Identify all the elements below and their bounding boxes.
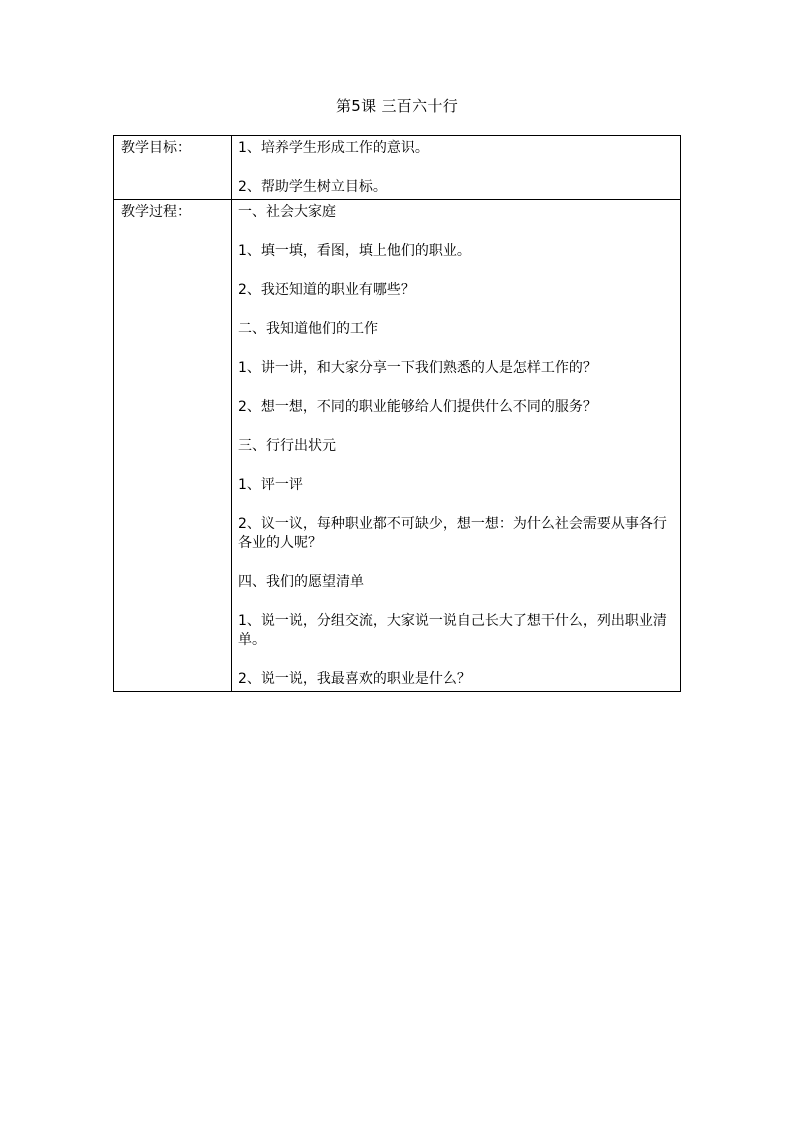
process-heading-2: 二、我知道他们的工作 — [238, 321, 378, 337]
process-item-3-1: 1、评一评 — [238, 477, 303, 493]
process-item-2-2: 2、想一想，不同的职业能够给人们提供什么不同的服务？ — [238, 399, 597, 415]
process-item-1-1: 1、填一填，看图，填上他们的职业。 — [238, 243, 471, 259]
lesson-plan-table — [113, 135, 681, 692]
objectives-label: 教学目标： — [114, 136, 232, 200]
objective-item-1: 1、培养学生形成工作的意识。 — [238, 140, 429, 156]
process-item-1-2: 2、我还知道的职业有哪些？ — [238, 282, 415, 298]
process-item-3-2: 2、议一议，每种职业都不可缺少，想一想：为什么社会需要从事各行各业的人呢？ — [238, 516, 667, 551]
process-item-2-1: 1、讲一讲，和大家分享一下我们熟悉的人是怎样工作的？ — [238, 360, 597, 376]
objectives-content — [232, 136, 681, 200]
process-item-4-1: 1、说一说，分组交流，大家说一说自己长大了想干什么，列出职业清单。 — [238, 613, 667, 648]
process-heading-3: 三、行行出状元 — [238, 438, 336, 454]
objective-item-2: 2、帮助学生树立目标。 — [238, 179, 387, 195]
process-heading-1: 一、社会大家庭 — [238, 204, 336, 220]
process-label: 教学过程： — [114, 200, 232, 692]
process-heading-4: 四、我们的愿望清单 — [238, 574, 364, 590]
page-title: 第5课 三百六十行 — [335, 97, 458, 115]
process-item-4-2: 2、说一说，我最喜欢的职业是什么？ — [238, 671, 471, 687]
process-content — [232, 200, 681, 692]
table-row-process — [114, 200, 681, 692]
table-row-objectives — [114, 136, 681, 200]
